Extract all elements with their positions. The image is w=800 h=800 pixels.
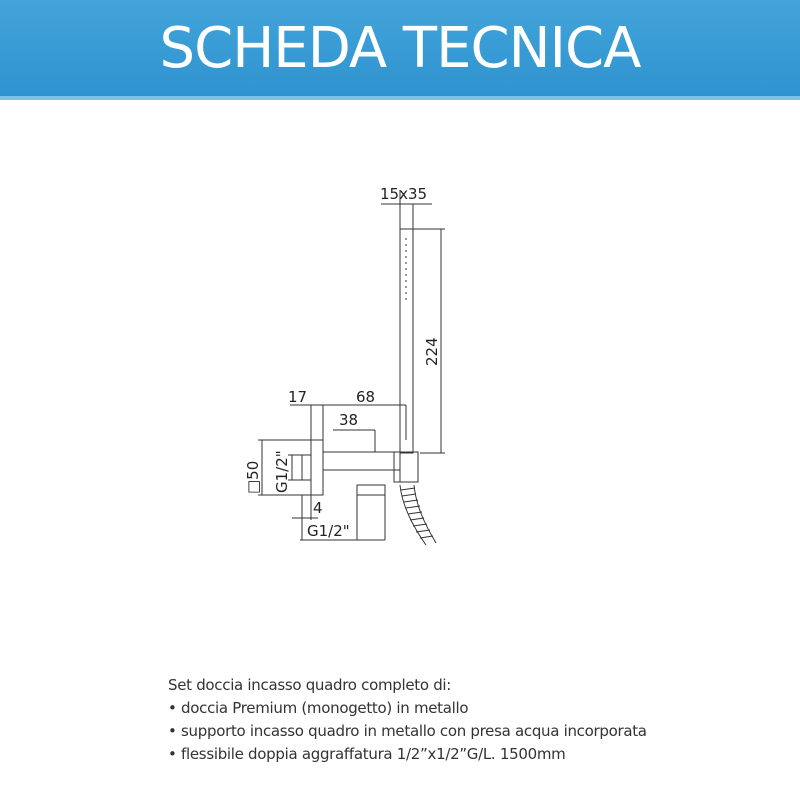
dim-17: 17 — [288, 388, 308, 406]
dim-68: 68 — [356, 388, 376, 406]
dim-plate: □50 — [244, 460, 262, 494]
wall-plate — [311, 440, 323, 495]
dim-handle-size: 15x35 — [380, 185, 428, 203]
dim-height: 224 — [423, 337, 441, 366]
product-description — [168, 674, 768, 766]
dim-38: 38 — [339, 411, 359, 429]
description-item: • flessibile doppia aggraffatura 1/2”x1/2”G/L. 1500mm — [168, 743, 768, 766]
inner-connector — [302, 455, 311, 480]
water-outlet — [357, 485, 385, 495]
page-title: SCHEDA TECNICA — [159, 16, 641, 81]
horizontal-arm — [323, 452, 400, 470]
shower-holder — [394, 452, 418, 482]
dim-4: 4 — [313, 499, 323, 517]
dim-thread-bottom: G1/2" — [307, 522, 350, 540]
dim-thread-left: G1/2" — [273, 450, 291, 493]
description-item: • doccia Premium (monogetto) in metallo — [168, 697, 768, 720]
description-title: Set doccia incasso quadro completo di: — [168, 676, 452, 694]
description-item: • supporto incasso quadro in metallo con presa acqua incorporata — [168, 720, 768, 743]
